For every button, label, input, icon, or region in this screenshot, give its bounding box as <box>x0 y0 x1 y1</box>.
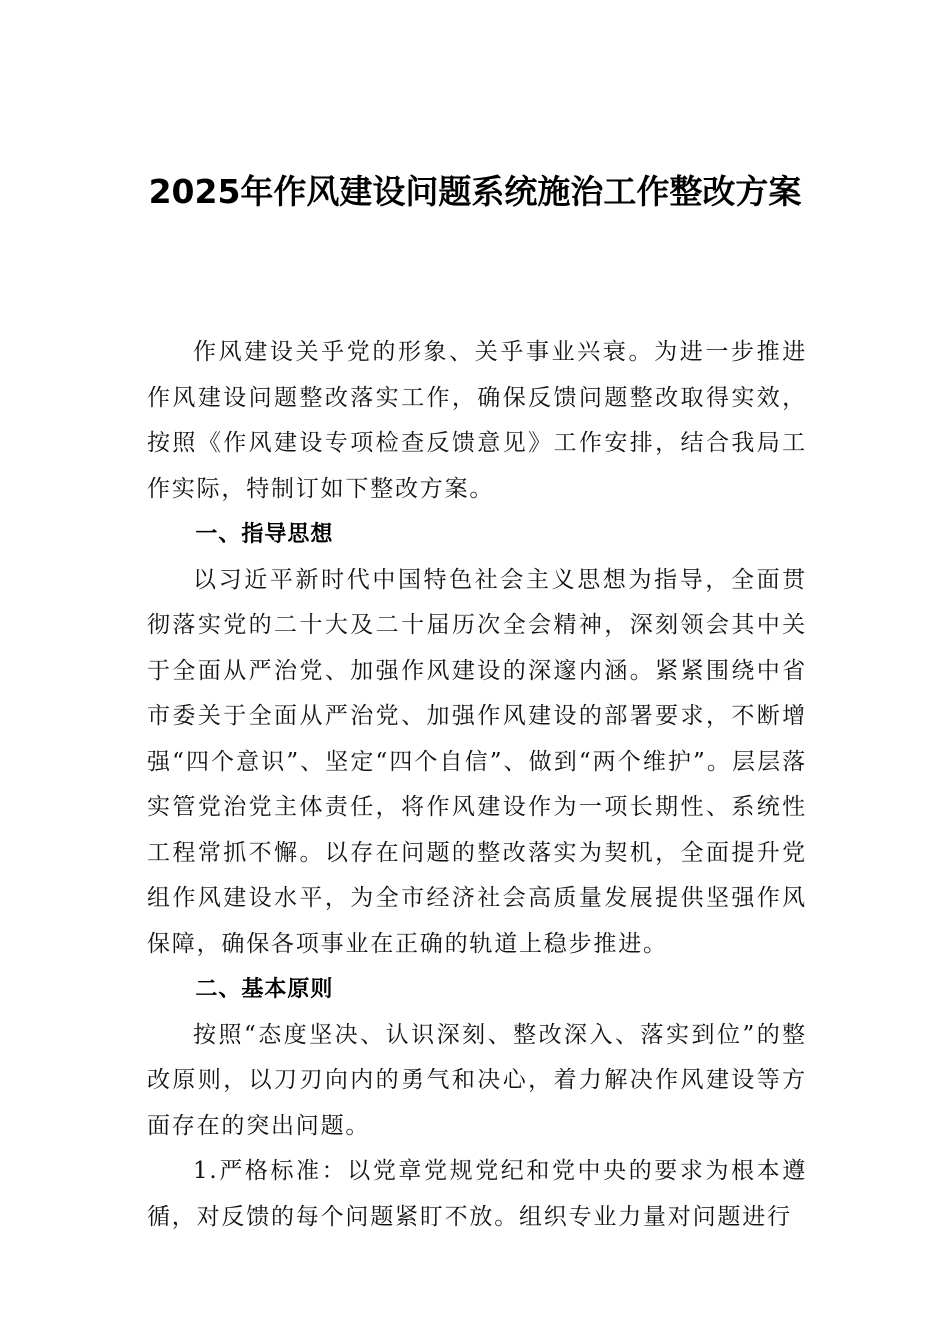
section-heading-basic-principles: 二、基本原则 <box>195 977 334 1002</box>
document-body <box>147 330 807 1240</box>
intro-paragraph: 作风建设关乎党的形象、关乎事业兴衰。为进一步推进作风建设问题整改落实工作，确保反馈问题整改取得实效，按照《作风建设专项检查反馈意见》工作安排，结合我局工作实际，特制订如下整改方案。 <box>147 339 807 502</box>
item-strict-standards <box>147 1149 807 1240</box>
section-paragraph-basic-principles: 按照“态度坚决、认识深刻、整改深入、落实到位”的整改原则，以刀刃向内的勇气和决心，着力解决作风建设等方面存在的突出问题。 <box>147 1021 807 1139</box>
item-strict-standards-text: 以党章党规党纪和党中央的要求为根本遵循，对反馈的每个问题紧盯不放。组织专业力量对问题进行 <box>147 1158 808 1230</box>
section-heading-guiding-ideology: 一、指导思想 <box>195 522 334 547</box>
section-paragraph-guiding-ideology: 以习近平新时代中国特色社会主义思想为指导，全面贯彻落实党的二十大及二十届历次全会精神，深刻领会其中关于全面从严治党、加强作风建设的深邃内涵。紧紧围绕中省市委关于全面从严治党、加强作风建设的部署要求，不断增强“四个意识”、坚定“四个自信”、做到“两个维护”。层层落实管党治党主体责任，将作风建设作为一项长期性、系统性工程常抓不懈。以存在问题的整改落实为契机，全面提升党组作风建设水平，为全市经济社会高质量发展提供坚强作风保障，确保各项事业在正确的轨道上稳步推进。 <box>147 566 807 957</box>
document-title: 2025年作风建设问题系统施治工作整改方案 <box>148 172 802 211</box>
item-strict-standards-lead: 1.严格标准： <box>193 1158 348 1184</box>
